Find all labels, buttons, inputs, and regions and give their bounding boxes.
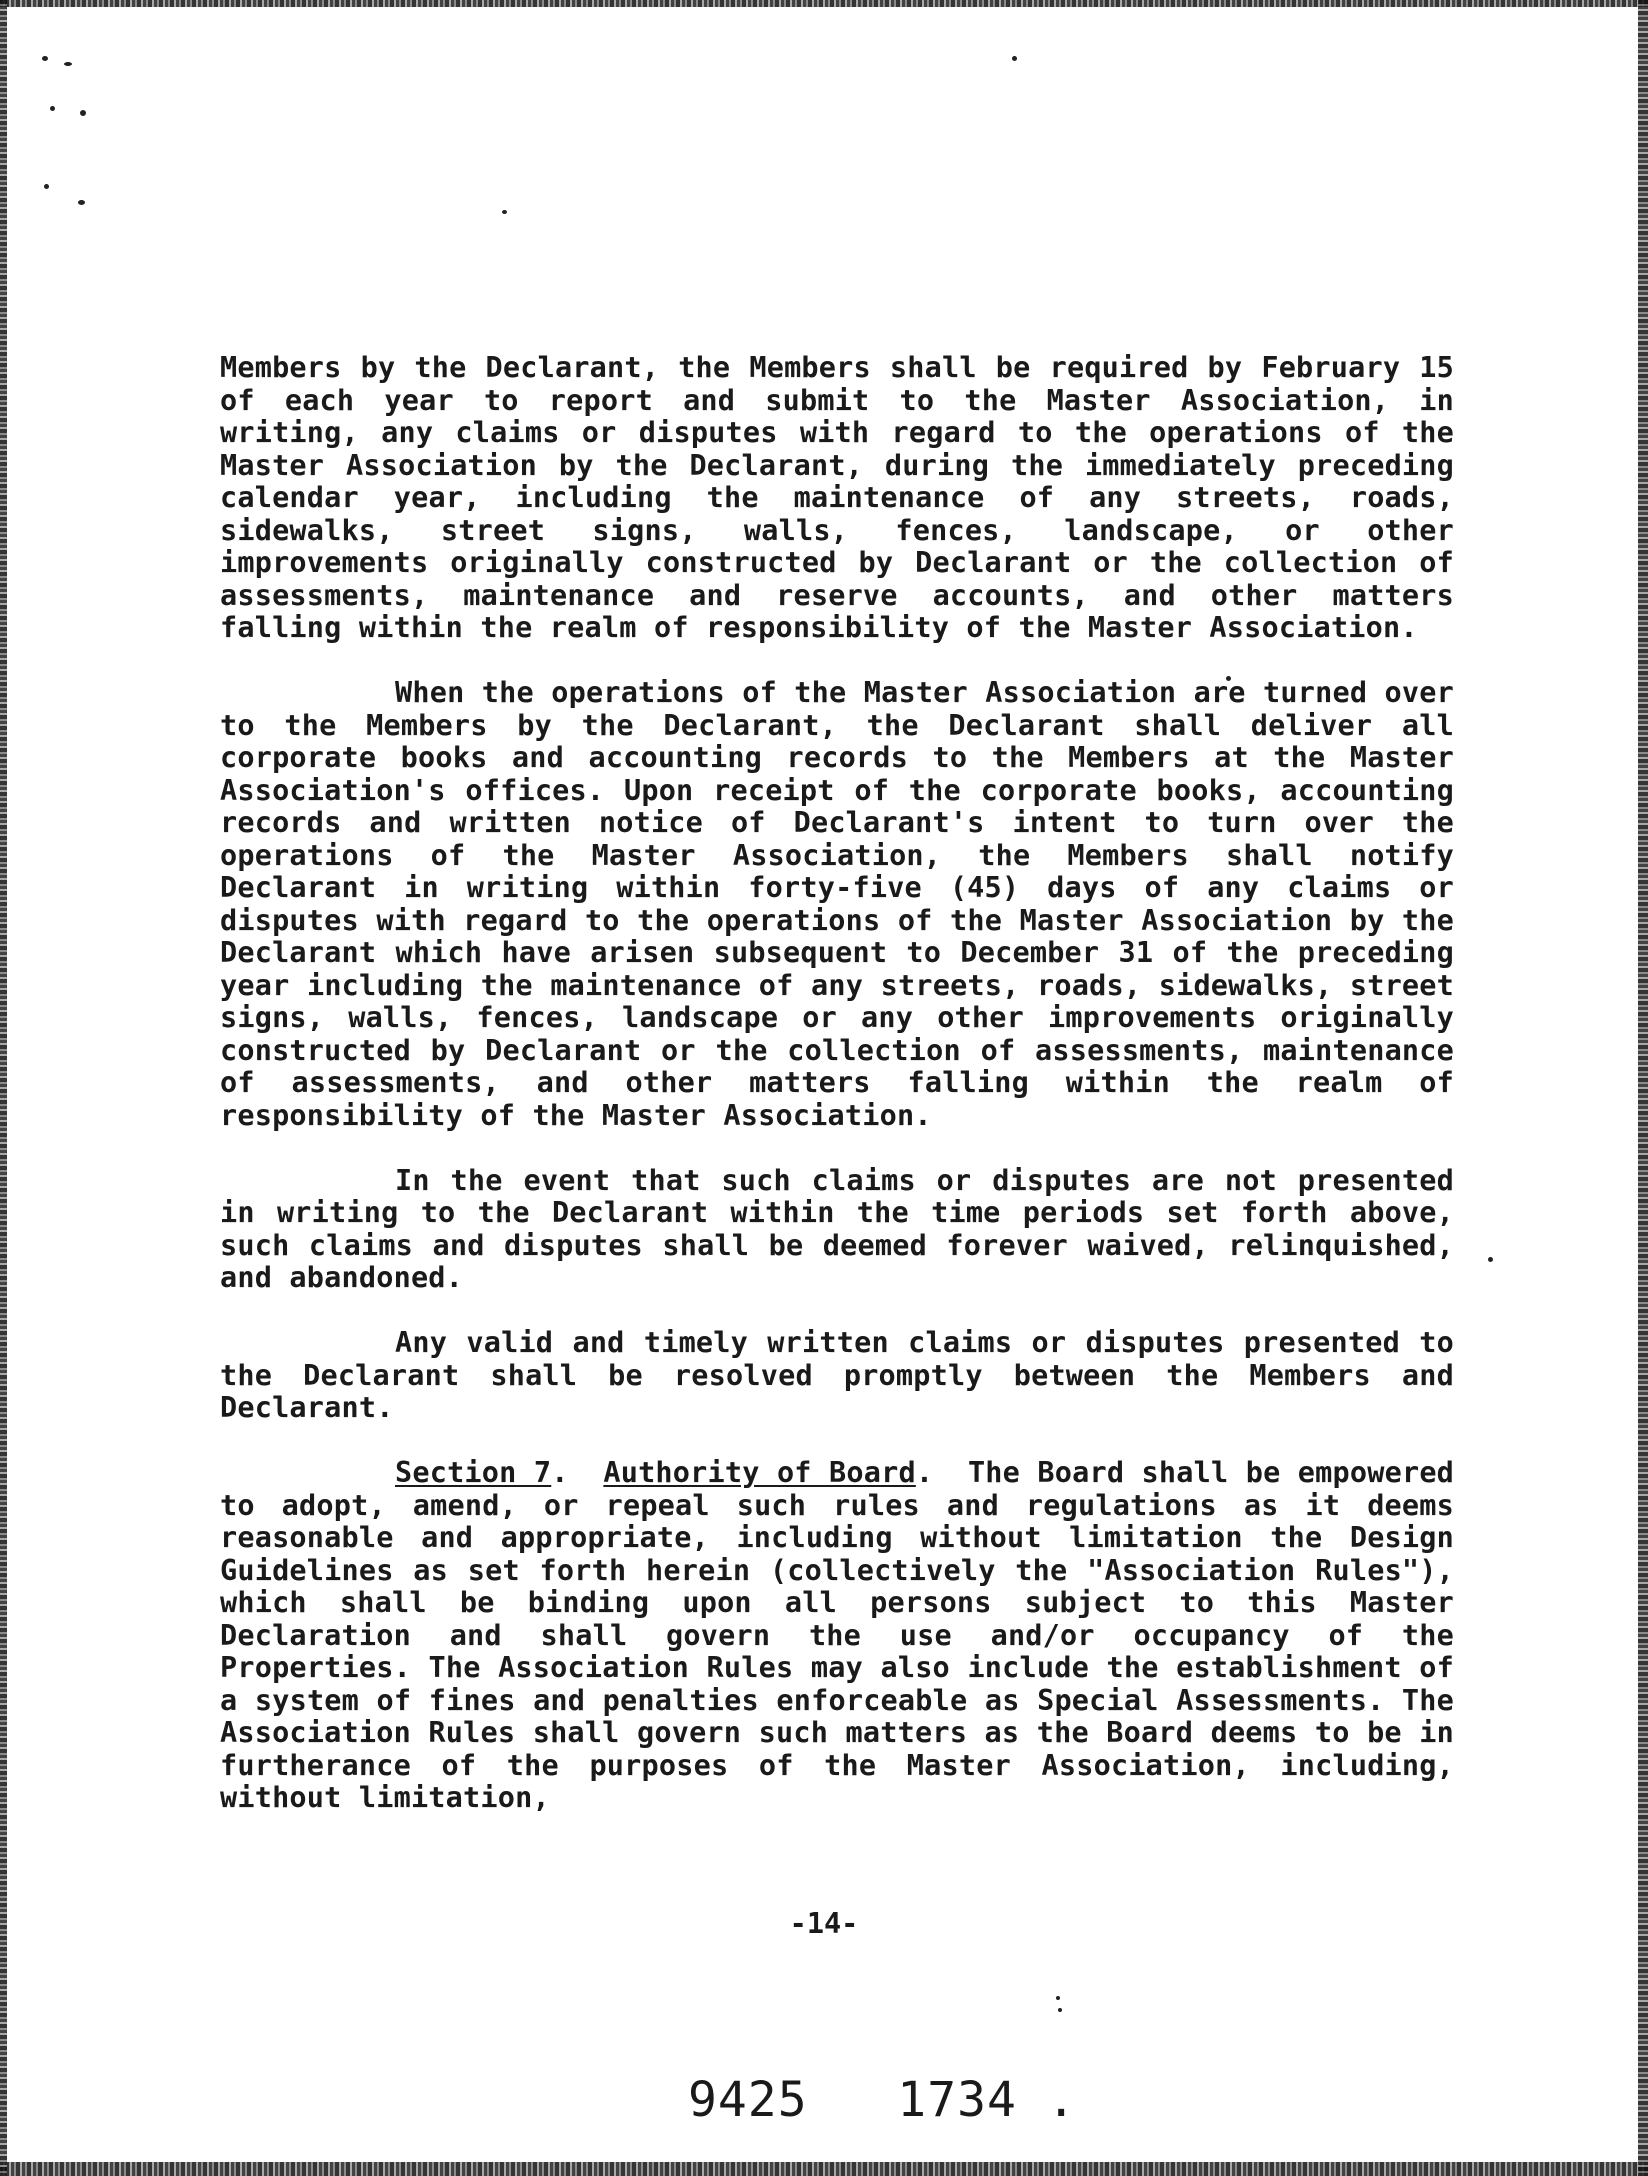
scan-speck	[1058, 2008, 1062, 2012]
paragraph-4: Any valid and timely written claims or disputes presented to the Declarant shall be resolved promptly between the Members and Declarant.	[220, 1326, 1454, 1424]
scan-speck	[64, 62, 72, 66]
document-body	[220, 352, 1454, 1847]
scan-speck	[78, 200, 85, 205]
scan-speck	[42, 56, 48, 61]
scan-speck	[1012, 56, 1017, 61]
document-stamp	[688, 2072, 1077, 2128]
page-number: -14-	[789, 1907, 859, 1940]
paragraph-2: When the operations of the Master Association are turned over to the Members by the Declarant, the Declarant shall deliver all corporate books and accounting records to the Members at the Master Association's offices. Upon receipt of the corporate books, accounting records and written notice of Declarant's intent to turn over the operations of the Master Association, the Members shall notify Declarant in writing within forty-five (45) days of any claims or disputes with regard to the operations of the Master Association by the Declarant which have arisen subsequent to December 31 of the preceding year including the maintenance of any streets, roads, sidewalks, street signs, walls, fences, landscape or any other improvements originally constructed by Declarant or the collection of assessments, maintenance of assessments, and other matters falling within the realm of responsibility of the Master Association.	[220, 676, 1454, 1132]
scan-speck	[502, 210, 507, 214]
stamp-dot: .	[1046, 2072, 1077, 2128]
section-7-number: Section 7	[395, 1456, 552, 1489]
scan-speck	[44, 184, 49, 189]
stamp-left: 9425	[688, 2072, 808, 2128]
section-7-paragraph: Section 7. Authority of Board. The Board shall be empowered to adopt, amend, or repeal such rules and regulations as it deems reasonable and appropriate, including without limitation the Design Guidelines as set forth herein (collectively the "Association Rules"), which shall be binding upon all persons subject to this Master Declaration and shall govern the use and/or occupancy of the Properties. The Association Rules may also include the establishment of a system of fines and penalties enforceable as Special Assessments. The Association Rules shall govern such matters as the Board deems to be in furtherance of the purposes of the Master Association, including, without limitation,	[220, 1456, 1455, 1814]
scan-speck	[1056, 1996, 1060, 2000]
scan-speck	[80, 110, 86, 116]
scan-speck	[1488, 1257, 1493, 1262]
section-7-heading: Authority of Board	[603, 1456, 916, 1489]
scan-edge-bottom	[0, 2162, 1648, 2176]
paragraph-3: In the event that such claims or disputes are not presented in writing to the Declarant within the time periods set forth above, such claims and disputes shall be deemed forever waived, relinquished, and abandoned.	[220, 1163, 1454, 1294]
section-7-text: The Board shall be empowered to adopt, amend, or repeal such rules and regulations as it deems reasonable and appropriate, including without limitation the Design Guidelines as set forth herein (collectively the "Association Rules"), which shall be binding upon all persons subject to this Master Declaration and shall govern the use and/or occupancy of the Properties. The Association Rules may also include the establishment of a system of fines and penalties enforceable as Special Assessments. The Association Rules shall govern such matters as the Board deems to be in furtherance of the purposes of the Master Association, including, without limitation,	[220, 1456, 1455, 1814]
paragraph-1: Members by the Declarant, the Members shall be required by February 15 of each year to report and submit to the Master Association, in writing, any claims or disputes with regard to the operations of the Master Association by the Declarant, during the immediately preceding calendar year, including the maintenance of any streets, roads, sidewalks, street signs, walls, fences, landscape, or other improvements originally constructed by Declarant or the collection of assessments, maintenance and reserve accounts, and other matters falling within the realm of responsibility of the Master Association.	[220, 351, 1454, 644]
scan-edge-left	[0, 0, 7, 2176]
stamp-right: 1734	[897, 2072, 1017, 2128]
scan-edge-top	[0, 0, 1648, 7]
scan-edge-right	[1638, 0, 1648, 2176]
scan-speck	[50, 106, 55, 111]
